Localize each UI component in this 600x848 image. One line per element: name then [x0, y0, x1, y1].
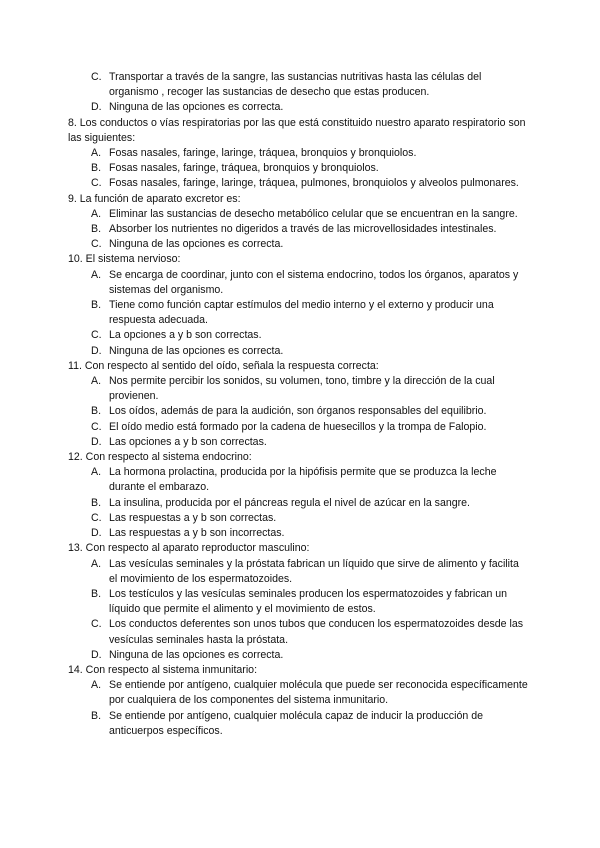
- option-item: [68, 100, 528, 115]
- option-text: Se entiende por antígeno, cualquier molécula capaz de inducir la producción de anticuerpos específicos.: [109, 709, 483, 737]
- option-item: [68, 237, 528, 252]
- option-text: Fosas nasales, faringe, laringe, tráquea, bronquios y bronquiolos.: [109, 147, 417, 160]
- option-letter: C.: [91, 618, 102, 631]
- option-item: [68, 648, 528, 663]
- option-item: [68, 70, 528, 100]
- options-list: [68, 207, 528, 253]
- option-item: [68, 557, 528, 587]
- option-text: Las opciones a y b son correctas.: [109, 435, 267, 448]
- option-letter: D.: [91, 527, 102, 540]
- option-letter: C.: [91, 329, 102, 342]
- option-letter: D.: [91, 344, 102, 357]
- option-text: Ninguna de las opciones es correcta.: [109, 648, 284, 661]
- option-letter: D.: [91, 435, 102, 448]
- option-item: [68, 268, 528, 298]
- option-text: Fosas nasales, faringe, laringe, tráquea, pulmones, bronquiolos y alveolos pulmonares.: [109, 177, 519, 190]
- option-text: Ninguna de las opciones es correcta.: [109, 101, 284, 114]
- option-text: Absorber los nutrientes no digeridos a través de las microvellosidades intestinales.: [109, 223, 497, 236]
- question-title: 9. La función de aparato excretor es:: [68, 192, 241, 205]
- options-list: [68, 678, 528, 739]
- document-page: [68, 70, 528, 739]
- option-letter: A.: [91, 268, 102, 281]
- question-block: [68, 359, 528, 450]
- option-letter: C.: [91, 238, 102, 251]
- option-item: [68, 344, 528, 359]
- option-letter: B.: [91, 496, 102, 509]
- option-text: Las respuestas a y b son correctas.: [109, 511, 277, 524]
- option-item: [68, 526, 528, 541]
- option-text: Transportar a través de la sangre, las sustancias nutritivas hasta las células del organismo , recoger las sustancias de desecho que estas producen.: [109, 71, 482, 99]
- option-item: [68, 222, 528, 237]
- option-item: [68, 465, 528, 495]
- option-letter: A.: [91, 679, 102, 692]
- option-text: Las vesículas seminales y la próstata fabrican un líquido que sirve de alimento y facilita el movimiento de los espermatozoides.: [109, 557, 519, 585]
- options-list: [68, 557, 528, 663]
- option-item: [68, 207, 528, 222]
- option-text: Tiene como función captar estímulos del medio interno y el externo y producir una respuesta adecuada.: [109, 299, 494, 327]
- option-item: [68, 176, 528, 191]
- option-item: [68, 328, 528, 343]
- question-block: [68, 252, 528, 358]
- options-list: [68, 70, 528, 116]
- option-text: Los oídos, además de para la audición, son órganos responsables del equilibrio.: [109, 405, 487, 418]
- option-text: Las respuestas a y b son incorrectas.: [109, 527, 285, 540]
- option-letter: D.: [91, 101, 102, 114]
- option-letter: B.: [91, 587, 102, 600]
- option-letter: A.: [91, 557, 102, 570]
- option-item: [68, 420, 528, 435]
- question-title: 14. Con respecto al sistema inmunitario:: [68, 663, 258, 676]
- option-letter: B.: [91, 709, 102, 722]
- question-block: [68, 192, 528, 253]
- question-block: [68, 116, 528, 192]
- option-text: La insulina, producida por el páncreas regula el nivel de azúcar en la sangre.: [109, 496, 471, 509]
- option-text: Fosas nasales, faringe, tráquea, bronquios y bronquiolos.: [109, 162, 379, 175]
- option-letter: A.: [91, 207, 102, 220]
- option-item: [68, 709, 528, 739]
- option-text: El oído medio está formado por la cadena de huesecillos y la trompa de Falopio.: [109, 420, 487, 433]
- question-title: 13. Con respecto al aparato reproductor masculino:: [68, 542, 310, 555]
- option-text: Nos permite percibir los sonidos, su volumen, tono, timbre y la dirección de la cual provienen.: [109, 375, 495, 403]
- option-item: [68, 435, 528, 450]
- option-letter: A.: [91, 375, 102, 388]
- question-title: 8. Los conductos o vías respiratorias por las que está constituido nuestro aparato respiratorio son las siguientes:: [68, 116, 526, 144]
- option-letter: C.: [91, 71, 102, 83]
- question-title: 12. Con respecto al sistema endocrino:: [68, 451, 252, 464]
- option-item: [68, 298, 528, 328]
- option-letter: A.: [91, 466, 102, 479]
- option-text: Ninguna de las opciones es correcta.: [109, 238, 284, 251]
- option-letter: D.: [91, 648, 102, 661]
- option-item: [68, 146, 528, 161]
- option-item: [68, 404, 528, 419]
- question-block: [68, 450, 528, 541]
- option-item: [68, 496, 528, 511]
- option-text: Ninguna de las opciones es correcta.: [109, 344, 284, 357]
- option-text: Los testículos y las vesículas seminales producen los espermatozoides y fabrican un líquido que permite el alimento y el movimiento de estos.: [109, 587, 508, 616]
- option-letter: B.: [91, 162, 102, 175]
- option-letter: C.: [91, 420, 102, 433]
- option-text: Los conductos deferentes son unos tubos que conducen los espermatozoides desde las vesículas seminales hasta la próstata.: [109, 618, 524, 646]
- question-title: 11. Con respecto al sentido del oído, señala la respuesta correcta:: [68, 359, 379, 372]
- option-letter: B.: [91, 405, 102, 418]
- option-item: [68, 374, 528, 404]
- question-block: [68, 541, 528, 663]
- question-title: 10. El sistema nervioso:: [68, 253, 181, 266]
- option-letter: C.: [91, 511, 102, 524]
- options-list: [68, 374, 528, 450]
- option-item: [68, 161, 528, 176]
- option-item: [68, 511, 528, 526]
- option-text: Se encarga de coordinar, junto con el sistema endocrino, todos los órganos, aparatos y sistemas del organismo.: [109, 268, 519, 296]
- option-letter: A.: [91, 147, 102, 160]
- options-list: [68, 465, 528, 541]
- option-text: Se entiende por antígeno, cualquier molécula que puede ser reconocida específicamente por cualquiera de los componentes del sistema inmunitario.: [109, 679, 528, 707]
- option-letter: C.: [91, 177, 102, 190]
- option-item: [68, 617, 528, 647]
- question-block: [68, 663, 528, 739]
- question-block: [68, 70, 528, 116]
- option-text: La hormona prolactina, producida por la hipófisis permite que se produzca la leche durante el embarazo.: [109, 466, 497, 494]
- option-item: [68, 678, 528, 708]
- option-text: Eliminar las sustancias de desecho metabólico celular que se encuentran en la sangre.: [109, 207, 518, 220]
- options-list: [68, 146, 528, 192]
- option-text: La opciones a y b son correctas.: [109, 329, 262, 342]
- option-letter: B.: [91, 299, 102, 312]
- option-item: [68, 587, 528, 617]
- option-letter: B.: [91, 223, 102, 236]
- options-list: [68, 268, 528, 359]
